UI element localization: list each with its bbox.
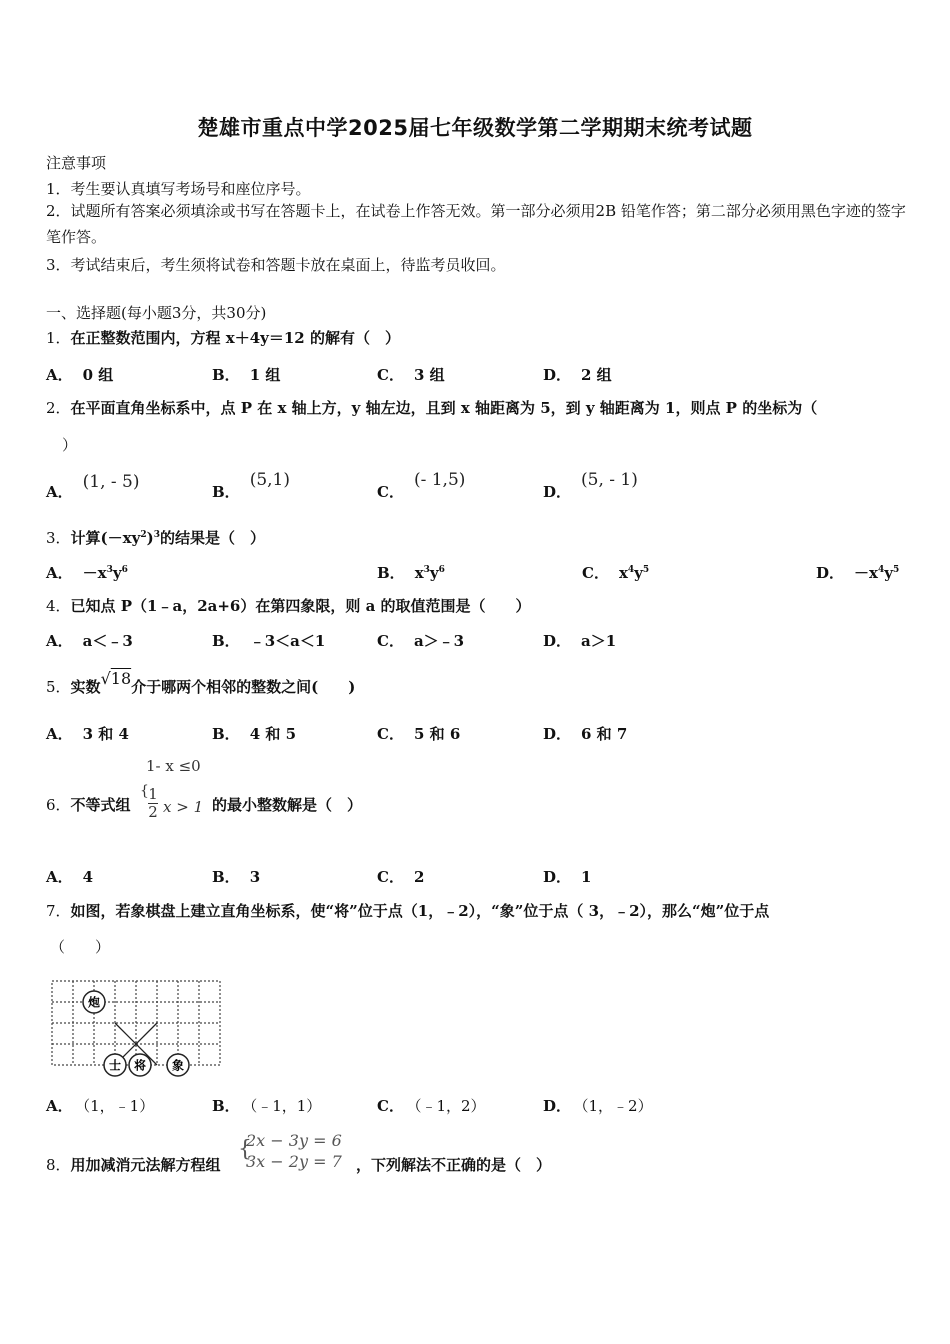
- question-4: [46, 595, 531, 616]
- q1-option-b[interactable]: [212, 364, 280, 385]
- option-label: B．: [212, 483, 240, 501]
- option-text: y: [884, 564, 893, 582]
- question-number: 6．: [46, 796, 71, 814]
- notice-item-3: 3．考试结束后，考生须将试卷和答题卡放在桌面上，待监考员收回。: [46, 256, 506, 274]
- exponent: 4: [627, 565, 635, 575]
- fraction-numerator: 1: [148, 785, 158, 803]
- equation-system: [246, 1130, 342, 1172]
- exam-title: 楚雄市重点中学2025届七年级数学第二学期期末统考试题: [197, 116, 753, 140]
- notice-heading: 注意事项: [46, 154, 107, 172]
- q3-option-a[interactable]: [46, 562, 128, 583]
- equation-2: 3x − 2y = 7: [246, 1152, 342, 1171]
- piece-jiang: [129, 1054, 151, 1076]
- exponent: 4: [877, 565, 885, 575]
- option-label: C．: [377, 1097, 404, 1115]
- option-text: 0 组: [82, 366, 114, 384]
- option-math: (- 1,5): [413, 470, 466, 490]
- question-7-continuation: （ ）: [50, 938, 111, 956]
- exponent: 2: [140, 530, 147, 540]
- fraction: [148, 786, 158, 821]
- exponent: 5: [892, 565, 900, 575]
- board-grid: [52, 981, 220, 1065]
- piece-pao: [83, 991, 105, 1013]
- q4-option-d[interactable]: [543, 630, 616, 651]
- question-text: 的最小整数解是（ ）: [212, 796, 363, 814]
- option-text: x: [414, 564, 424, 582]
- equation-1: 2x − 3y = 6: [246, 1131, 342, 1150]
- q4-option-c[interactable]: [377, 630, 464, 651]
- question-number: 1．: [46, 329, 71, 347]
- question-number: 3．: [46, 529, 71, 547]
- q1-option-c[interactable]: [377, 364, 445, 385]
- option-math: (1, - 5): [82, 472, 140, 492]
- question-text: 在正整数范围内，方程 x＋4y＝12 的解有（ ）: [70, 329, 400, 347]
- exponent: 3: [423, 565, 430, 575]
- option-label: B．: [212, 366, 240, 384]
- option-text: （﹣1，1）: [249, 1097, 322, 1115]
- option-label: A．: [46, 868, 73, 886]
- option-text: 1: [581, 868, 592, 886]
- option-text: ﹣3＜a＜1: [249, 632, 326, 650]
- option-text: 3: [249, 868, 261, 886]
- option-label: C．: [377, 366, 404, 384]
- question-text: 的结果是（ ）: [159, 529, 265, 547]
- exponent: 5: [642, 565, 650, 575]
- q7-option-c[interactable]: [377, 1095, 486, 1116]
- question-text: 不等式组: [70, 796, 131, 814]
- q3-option-b[interactable]: [377, 562, 445, 583]
- option-label: B．: [212, 868, 240, 886]
- question-number: 5．: [46, 678, 71, 696]
- q6-option-b[interactable]: [212, 866, 260, 887]
- option-math: (5,1): [249, 470, 290, 490]
- question-number: 4．: [46, 597, 71, 615]
- option-label: D．: [543, 632, 572, 650]
- question-text: 计算(－xy: [70, 529, 141, 547]
- piece-label: 将: [133, 1058, 147, 1073]
- q7-option-d[interactable]: [543, 1095, 653, 1116]
- option-label: D．: [816, 564, 845, 582]
- option-label: C．: [377, 632, 404, 650]
- piece-xiang: [167, 1054, 189, 1076]
- option-label: D．: [543, 725, 572, 743]
- option-text: －x: [82, 564, 107, 582]
- q4-option-a[interactable]: [46, 630, 133, 651]
- piece-shi: [104, 1054, 126, 1076]
- option-text: y: [429, 564, 439, 582]
- square-root: √18: [100, 669, 132, 688]
- question-1: [46, 327, 400, 348]
- q1-option-d[interactable]: [543, 364, 612, 385]
- exponent: 6: [121, 565, 128, 575]
- option-text: 5 和 6: [413, 725, 461, 743]
- q3-option-d[interactable]: [816, 562, 899, 583]
- q1-option-a[interactable]: [46, 364, 113, 385]
- chessboard-figure: [46, 975, 226, 1085]
- option-text: 3 和 4: [82, 725, 129, 743]
- option-label: A．: [46, 725, 73, 743]
- option-text: 2: [413, 868, 425, 886]
- question-6-tail: [212, 794, 362, 815]
- q5-option-d[interactable]: [543, 723, 627, 744]
- option-label: A．: [46, 564, 73, 582]
- piece-label: 炮: [87, 995, 101, 1010]
- q5-option-b[interactable]: [212, 723, 296, 744]
- option-text: 4 和 5: [249, 725, 297, 743]
- q5-option-a[interactable]: [46, 723, 129, 744]
- question-3: [46, 527, 265, 548]
- option-label: A．: [46, 632, 73, 650]
- notice-item-2: 2．试题所有答案必须填涂或书写在答题卡上，在试卷上作答无效。第一部分必须用2B 铅笔作答；第二部分必须用黑色字迹的签字笔作答。: [46, 202, 906, 246]
- question-text: ): [146, 529, 154, 547]
- question-8-tail: [356, 1154, 551, 1175]
- question-number: 2．: [46, 399, 71, 417]
- q6-option-c[interactable]: [377, 866, 424, 887]
- question-text: 已知点 P（1﹣a，2a+6）在第四象限，则 a 的取值范围是（ ）: [70, 597, 531, 615]
- option-label: A．: [46, 366, 73, 384]
- q5-option-c[interactable]: [377, 723, 460, 744]
- q6-option-a[interactable]: [46, 866, 93, 887]
- q2-option-d[interactable]: [543, 470, 638, 502]
- exponent: 3: [106, 565, 113, 575]
- question-8: [46, 1154, 221, 1175]
- option-label: C．: [377, 483, 404, 501]
- option-label: B．: [212, 632, 240, 650]
- option-text: 2 组: [581, 366, 612, 384]
- option-text: a＜﹣3: [82, 632, 133, 650]
- option-label: B．: [212, 725, 240, 743]
- piece-label: 象: [171, 1058, 185, 1073]
- q2-option-a[interactable]: [46, 472, 140, 502]
- question-text: 介于哪两个相邻的整数之间( ): [131, 678, 356, 696]
- radicand: 18: [110, 669, 132, 688]
- option-label: A．: [46, 1097, 73, 1115]
- q4-option-b[interactable]: [212, 630, 325, 651]
- option-label: B．: [377, 564, 405, 582]
- question-text: 如图，若象棋盘上建立直角坐标系，使“将”位于点（1，﹣2），“象”位于点（ 3，﹣2），那么“炮”位于点: [70, 902, 770, 920]
- question-6: [46, 794, 131, 815]
- option-text: x: [618, 564, 628, 582]
- question-number: 8．: [46, 1156, 71, 1174]
- option-text: a＞1: [581, 632, 617, 650]
- option-label: D．: [543, 868, 572, 886]
- question-5: [46, 669, 356, 697]
- option-label: D．: [543, 1097, 572, 1115]
- option-text: y: [112, 564, 122, 582]
- fraction-denominator: 2: [148, 803, 158, 821]
- q3-option-c[interactable]: [582, 562, 649, 583]
- notice-item-1: 1．考生要认真填写考场号和座位序号。: [46, 180, 311, 198]
- option-text: y: [634, 564, 643, 582]
- question-2-continuation: ）: [62, 436, 78, 454]
- option-math: (5, - 1): [581, 470, 638, 490]
- section-heading: 一、选择题(每小题3分，共30分): [46, 304, 267, 322]
- inequality-line-1: 1- x ≤0: [146, 757, 201, 775]
- option-label: B．: [212, 1097, 240, 1115]
- option-label: D．: [543, 483, 572, 501]
- question-text: 用加减消元法解方程组: [70, 1156, 221, 1174]
- question-text: ，下列解法不正确的是（ ）: [356, 1156, 552, 1174]
- q7-option-a[interactable]: [46, 1095, 154, 1116]
- q2-option-b[interactable]: [212, 470, 290, 502]
- q2-option-c[interactable]: [377, 470, 466, 502]
- option-text: 3 组: [413, 366, 445, 384]
- q6-option-d[interactable]: [543, 866, 591, 887]
- option-text: a＞﹣3: [413, 632, 465, 650]
- question-7: [46, 900, 769, 921]
- brace-glyph: {: [140, 783, 149, 799]
- system-brace: {: [238, 1137, 252, 1162]
- exponent: 6: [438, 565, 445, 575]
- question-2: [46, 397, 817, 418]
- option-label: C．: [377, 725, 404, 743]
- option-text: －x: [854, 564, 878, 582]
- option-label: C．: [377, 868, 404, 886]
- option-text: 6 和 7: [581, 725, 628, 743]
- option-text: （﹣1，2）: [413, 1097, 486, 1115]
- option-label: D．: [543, 366, 572, 384]
- option-label: A．: [46, 483, 73, 501]
- exponent: 3: [153, 530, 160, 540]
- inequality-line-2: x > 1: [163, 798, 204, 816]
- option-text: 1 组: [249, 366, 281, 384]
- question-number: 7．: [46, 902, 71, 920]
- option-text: 4: [82, 868, 94, 886]
- option-text: （1，﹣2）: [581, 1097, 653, 1115]
- option-text: （1，﹣1）: [82, 1097, 155, 1115]
- piece-label: 士: [108, 1058, 122, 1073]
- question-text: 实数: [70, 678, 101, 696]
- q7-option-b[interactable]: [212, 1095, 321, 1116]
- option-label: C．: [582, 564, 609, 582]
- question-text: 在平面直角坐标系中，点 P 在 x 轴上方，y 轴左边，且到 x 轴距离为 5，到 y 轴距离为 1，则点 P 的坐标为（: [70, 399, 818, 417]
